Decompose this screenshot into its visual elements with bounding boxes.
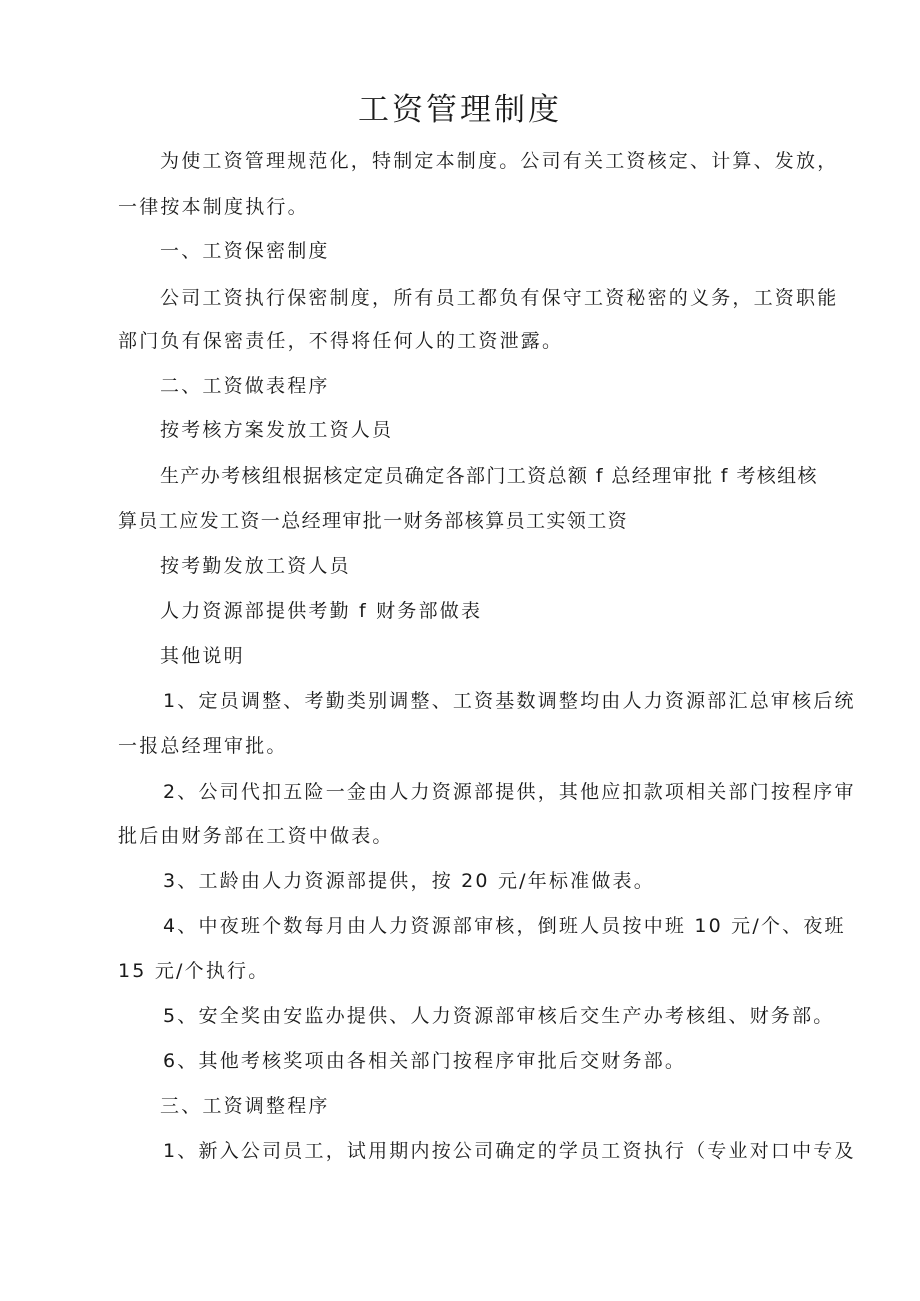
note-6: 6、其他考核奖项由各相关部门按程序审批后交财务部。 <box>163 1050 687 1072</box>
paragraph-attendance-flow: 人力资源部提供考勤 f 财务部做表 <box>160 600 483 622</box>
paragraph-intro-line-1: 为使工资管理规范化，特制定本制度。公司有关工资核定、计算、发放， <box>160 150 839 172</box>
subheading-attendance-staff: 按考勤发放工资人员 <box>160 555 351 577</box>
subheading-other-notes: 其他说明 <box>160 645 245 667</box>
section-heading-3: 三、工资调整程序 <box>160 1095 330 1117</box>
section-heading-2: 二、工资做表程序 <box>160 375 330 397</box>
section-heading-1: 一、工资保密制度 <box>160 240 330 262</box>
subheading-assessment-staff: 按考核方案发放工资人员 <box>160 419 394 441</box>
paragraph-confidentiality-line-1: 公司工资执行保密制度，所有员工都负有保守工资秘密的义务，工资职能 <box>160 287 839 309</box>
note-5: 5、安全奖由安监办提供、人力资源部审核后交生产办考核组、财务部。 <box>163 1005 835 1027</box>
note-1-line-2: 一报总经理审批。 <box>118 735 288 757</box>
note-2-line-1: 2、公司代扣五险一金由人力资源部提供，其他应扣款项相关部门按程序审 <box>163 781 856 803</box>
paragraph-assessment-flow-line-2: 算员工应发工资一总经理审批一财务部核算员工实领工资 <box>118 510 629 532</box>
paragraph-assessment-flow-line-1: 生产办考核组根据核定定员确定各部门工资总额 f 总经理审批 f 考核组核 <box>160 465 818 487</box>
document-title: 工资管理制度 <box>358 92 562 128</box>
note-4-line-1: 4、中夜班个数每月由人力资源部审核，倒班人员按中班 10 元/个、夜班 <box>163 915 846 937</box>
note-4-line-2: 15 元/个执行。 <box>118 960 270 982</box>
note-2-line-2: 批后由财务部在工资中做表。 <box>118 825 394 847</box>
note-1-line-1: 1、定员调整、考勤类别调整、工资基数调整均由人力资源部汇总审核后统 <box>163 690 856 712</box>
paragraph-confidentiality-line-2: 部门负有保密责任，不得将任何人的工资泄露。 <box>118 330 564 352</box>
paragraph-intro-line-2: 一律按本制度执行。 <box>118 196 309 218</box>
note-3: 3、工龄由人力资源部提供，按 20 元/年标准做表。 <box>163 870 655 892</box>
paragraph-adjustment-line-1: 1、新入公司员工，试用期内按公司确定的学员工资执行（专业对口中专及 <box>163 1140 856 1162</box>
